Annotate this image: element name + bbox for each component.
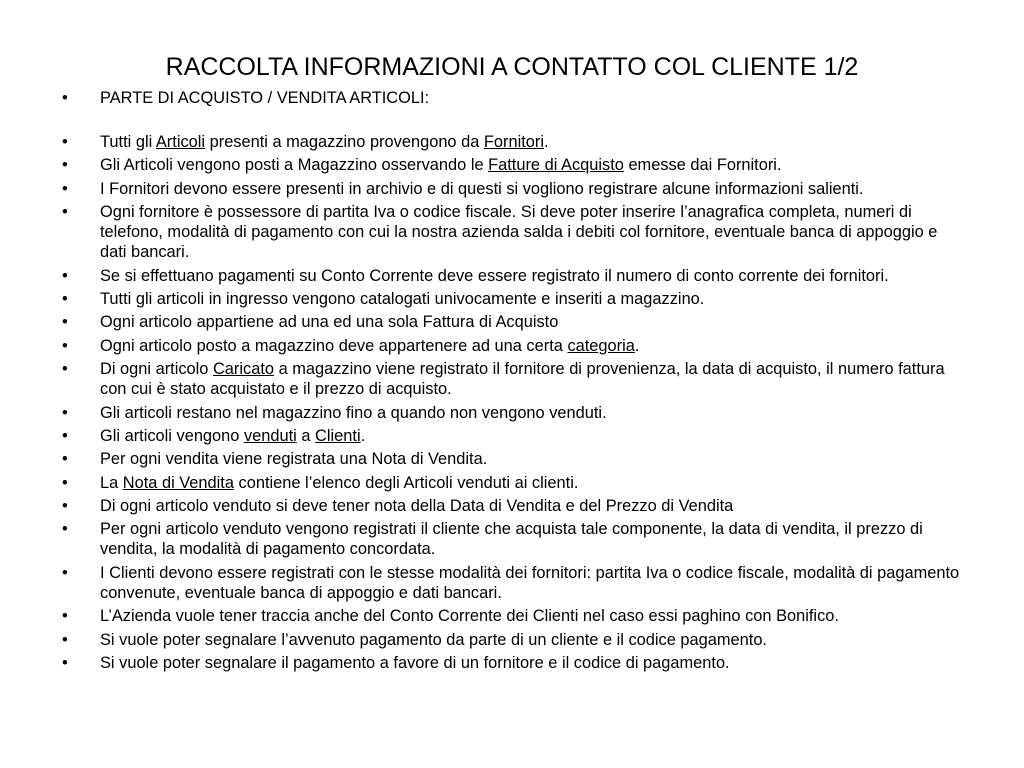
list-item <box>62 155 962 175</box>
bullet-dot: • <box>62 289 68 308</box>
underlined-term: categoria <box>567 336 635 355</box>
bullet-dot: • <box>62 403 68 422</box>
list-item <box>62 496 962 516</box>
bullet-text: I Clienti devono essere registrati con le stesse modalità dei fornitori: partita Iva o codice fiscale, modalità di pagamento convenute, eventuale banca di appoggio e dati bancari. <box>100 563 960 602</box>
list-item <box>62 563 962 603</box>
bullet-dot: • <box>62 630 68 649</box>
list-item <box>62 519 962 559</box>
underlined-term: Fornitori <box>483 133 545 151</box>
bullet-dot: • <box>62 266 68 285</box>
bullet-dot: • <box>62 360 68 379</box>
list-item <box>62 653 962 673</box>
underlined-term: Fatture di Acquisto <box>488 156 624 175</box>
list-item <box>62 403 962 423</box>
bullet-text: presenti a magazzino provengono da <box>205 133 484 151</box>
bullet-dot: • <box>62 520 68 539</box>
bullet-text: a magazzino viene registrato il fornitore di provenienza, la data di acquisto, il numero fattura con cui è stato acquistato e il prezzo di acquisto. <box>100 360 945 399</box>
bullet-text: a <box>296 426 316 445</box>
bullet-text: I Fornitori devono essere presenti in archivio e di questi si vogliono registrare alcune informazioni salienti. <box>100 179 864 198</box>
bullet-text: Tutti gli <box>100 133 156 151</box>
bullet-text: Ogni fornitore è possessore di partita Iva o codice fiscale. Si deve poter inserire l’anagrafica completa, numeri di telefono, modalità di pagamento con cui la nostra azienda salda i debiti col fornitore, eventuale banca di appoggio e dati bancari. <box>100 203 938 262</box>
bullet-dot: • <box>62 654 68 673</box>
bullet-dot: • <box>62 313 68 332</box>
list-item <box>62 202 962 262</box>
underlined-term: venduti <box>243 426 297 445</box>
bullet-dot: • <box>62 336 68 355</box>
underlined-term: Clienti <box>315 426 361 445</box>
list-item <box>62 179 962 199</box>
bullet-text: . <box>544 133 549 151</box>
bullet-dot: • <box>62 179 68 198</box>
bullet-text: Ogni articolo appartiene ad una ed una sola Fattura di Acquisto <box>100 313 559 332</box>
bullet-dot: • <box>62 450 68 469</box>
bullet-dot: • <box>62 203 68 222</box>
bullet-text: Se si effettuano pagamenti su Conto Corrente deve essere registrato il numero di conto corrente dei fornitori. <box>100 266 889 285</box>
bullet-dot: • <box>62 607 68 626</box>
list-item <box>62 359 962 399</box>
underlined-term: Articoli <box>155 133 206 151</box>
list-item <box>62 88 962 108</box>
bullet-text: Si vuole poter segnalare il pagamento a favore di un fornitore e il codice di pagamento. <box>100 654 730 673</box>
bullet-text: Si vuole poter segnalare l’avvenuto pagamento da parte di un cliente e il codice pagamento. <box>100 630 767 649</box>
bullet-dot: • <box>62 563 68 582</box>
bullet-text: L’Azienda vuole tener traccia anche del Conto Corrente dei Clienti nel caso essi paghino con Bonifico. <box>100 607 839 626</box>
bullet-dot: • <box>62 133 68 151</box>
page-title: RACCOLTA INFORMAZIONI A CONTATTO COL CLIENTE 1/2 <box>165 53 859 81</box>
bullet-text: Ogni articolo posto a magazzino deve appartenere ad una certa <box>100 336 568 355</box>
bullet-text: Di ogni articolo venduto si deve tener nota della Data di Vendita e del Prezzo di Vendita <box>100 497 734 516</box>
bullet-text: PARTE DI ACQUISTO / VENDITA ARTICOLI: <box>100 89 430 107</box>
bullet-text: . <box>634 336 640 355</box>
bullet-text: Gli articoli restano nel magazzino fino a quando non vengono venduti. <box>100 403 607 422</box>
list-item <box>62 630 962 650</box>
list-item <box>62 473 962 493</box>
list-item <box>62 336 962 356</box>
list-item <box>62 426 962 446</box>
bullet-list <box>62 88 962 676</box>
underlined-term: Nota di Vendita <box>122 473 234 492</box>
bullet-text: Per ogni articolo venduto vengono registrati il cliente che acquista tale componente, la data di vendita, il prezzo di vendita, la modalità di pagamento concordata. <box>100 520 923 559</box>
bullet-text: Gli Articoli vengono posti a Magazzino osservando le <box>100 156 489 175</box>
bullet-text: contiene l’elenco degli Articoli venduti ai clienti. <box>233 473 579 492</box>
bullet-dot: • <box>62 426 68 445</box>
list-item <box>62 312 962 332</box>
bullet-dot: • <box>62 156 68 175</box>
list-item <box>62 606 962 626</box>
bullet-text: Di ogni articolo <box>100 360 213 379</box>
bullet-dot: • <box>62 497 68 516</box>
bullet-text: La <box>100 473 123 492</box>
bullet-text: . <box>360 426 366 445</box>
list-item <box>62 266 962 286</box>
underlined-term: Caricato <box>212 360 275 379</box>
list-item <box>62 289 962 309</box>
list-item <box>62 132 962 152</box>
bullet-dot: • <box>62 89 68 107</box>
list-item <box>62 449 962 469</box>
bullet-text: emesse dai Fornitori. <box>623 156 782 175</box>
bullet-dot: • <box>62 473 68 492</box>
bullet-text: Gli articoli vengono <box>100 426 244 445</box>
bullet-text: Per ogni vendita viene registrata una Nota di Vendita. <box>100 450 488 469</box>
bullet-text: Tutti gli articoli in ingresso vengono catalogati univocamente e inseriti a magazzino. <box>100 289 705 308</box>
